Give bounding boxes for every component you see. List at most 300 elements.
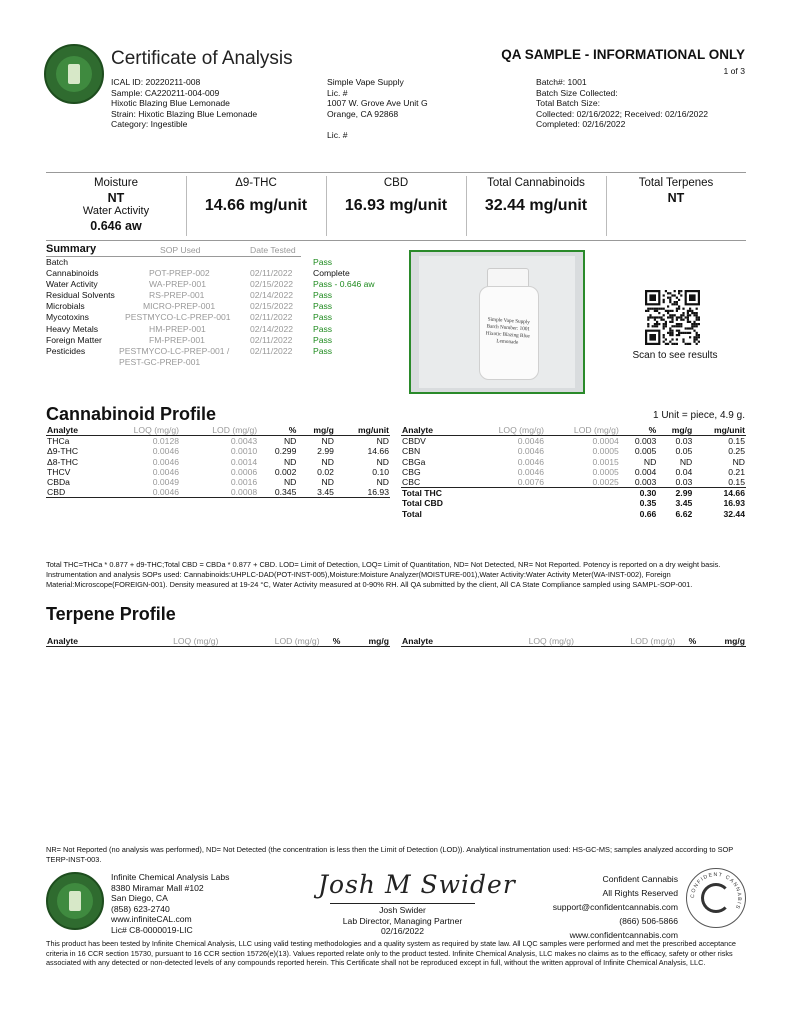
cannabinoid-table-left xyxy=(46,425,390,498)
qr-module xyxy=(660,319,662,321)
qr-module xyxy=(687,327,689,329)
qr-module xyxy=(687,310,689,312)
terpene-table-right xyxy=(401,636,746,647)
summary-date: 02/14/2022 xyxy=(250,323,294,334)
qr-module xyxy=(680,294,682,296)
qr-module xyxy=(671,330,673,332)
summary-result: Pass xyxy=(313,334,333,345)
column-header: Analyte xyxy=(401,425,469,436)
table-cell: 0.0046 xyxy=(517,466,545,477)
terpene-footnote: NR= Not Reported (no analysis was performed), ND= Not Detected (the concentration is less then the Limit of Detection (LOD)). Analytical instrumentation used: HS-GC-MS; samples analyzed according to SOP TERP-INST-003. xyxy=(46,845,734,864)
qr-module xyxy=(654,323,656,325)
qr-module xyxy=(689,310,691,312)
client-line: 1007 W. Grove Ave Unit G xyxy=(327,98,428,108)
qr-module xyxy=(665,290,667,292)
cc-logo-ring-text xyxy=(687,869,745,927)
table-cell: 3.45 xyxy=(675,498,693,509)
qr-module xyxy=(669,321,671,323)
summary-sop: FM-PREP-001 xyxy=(149,334,205,345)
qr-module xyxy=(674,290,676,292)
table-cell: Δ9-THC xyxy=(47,446,79,457)
table-cell: 0.35 xyxy=(639,498,657,509)
summary-row xyxy=(46,335,386,346)
column-header: mg/g xyxy=(297,425,335,436)
qr-module xyxy=(652,325,654,327)
moisture-label: Moisture xyxy=(93,177,139,189)
column-header: mg/unit xyxy=(693,425,746,436)
qr-module xyxy=(656,325,658,327)
water-activity-value: 0.646 aw xyxy=(90,219,142,233)
summary-row xyxy=(46,324,386,335)
qr-module xyxy=(647,310,649,312)
terpene-table-left xyxy=(46,636,390,647)
qr-module xyxy=(649,334,656,341)
cbd-value: 16.93 mg/unit xyxy=(344,197,448,214)
qr-module xyxy=(685,332,687,334)
qr-module xyxy=(693,338,695,340)
table-row xyxy=(46,457,390,467)
qr-module xyxy=(676,343,678,345)
table-row xyxy=(401,436,746,447)
qr-module xyxy=(682,312,684,314)
cc-logo-text: CONFIDENT CANNABIS xyxy=(689,871,743,911)
table-cell: 0.0010 xyxy=(230,446,258,457)
table-row xyxy=(401,457,746,467)
qr-module xyxy=(656,321,658,323)
summary-sop: PESTMYCO-LC-PREP-001 xyxy=(125,312,231,323)
table-cell: ND xyxy=(321,456,334,467)
table-cell: ND xyxy=(321,477,334,488)
qr-code[interactable] xyxy=(645,290,700,345)
qr-module xyxy=(693,330,695,332)
table-cell: 0.25 xyxy=(728,446,745,457)
qr-module xyxy=(667,332,669,334)
qr-module xyxy=(689,343,691,345)
table-cell: 0.0049 xyxy=(152,477,180,488)
column-header: Analyte xyxy=(46,636,117,647)
qr-module xyxy=(671,321,673,323)
table-cell: 0.03 xyxy=(675,477,693,488)
qr-module xyxy=(680,290,682,292)
qr-module xyxy=(669,301,671,303)
qr-module xyxy=(687,316,689,318)
qr-module xyxy=(669,334,671,336)
table-cell: 0.0046 xyxy=(517,436,545,447)
qr-module xyxy=(676,325,678,327)
qr-module xyxy=(698,319,700,321)
qr-module xyxy=(680,316,682,318)
client-line xyxy=(327,119,428,130)
total-row xyxy=(401,509,746,519)
qr-module xyxy=(665,338,667,340)
summary-date: 02/15/2022 xyxy=(250,301,294,312)
table-cell: CBDa xyxy=(47,477,70,488)
table-row xyxy=(401,477,746,488)
table-cell: CBGa xyxy=(402,456,426,467)
table-cell: 0.003 xyxy=(634,477,657,488)
summary-test-name: Microbials xyxy=(46,301,85,312)
table-cell: CBC xyxy=(402,477,421,488)
table-cell xyxy=(469,498,545,508)
table-cell: ND xyxy=(283,477,297,488)
batch-line: Batch Size Collected: xyxy=(536,87,618,98)
qr-module xyxy=(663,299,665,301)
table-cell: 0.0006 xyxy=(230,466,258,477)
column-header: % xyxy=(258,425,297,436)
table-cell: ND xyxy=(376,477,389,488)
disclaimer: This product has been tested by Infinite Chemical Analysis, LLC using valid testing methodologies and a quality system as required by state law. All LQC samples were performed and met the prescribed acceptance criteria in 16 CCR section 15730, pursuant to 16 CCR section 15726(e)(13). Values reported relate only to the product tested. Infinite Chemical Analysis, LLC makes no claims as to the efficacy, safety or other risks associated with any detected or non-detected levels of any compounds reported herein. This Certificate shall not be reproduced except in full, without the written approval of Infinite Chemical Analysis, LLC. xyxy=(46,939,736,968)
qr-module xyxy=(689,321,691,323)
client-line: Simple Vape Supply xyxy=(327,77,404,87)
table-row xyxy=(46,446,390,456)
qr-module xyxy=(696,319,698,321)
table-cell: 16.93 xyxy=(723,498,745,509)
summary-date: 02/11/2022 xyxy=(250,345,293,356)
qr-module xyxy=(693,325,695,327)
qr-module xyxy=(676,301,678,303)
qr-module xyxy=(676,323,678,325)
table-row xyxy=(401,467,746,477)
total-cannabinoids-value: 32.44 mg/unit xyxy=(484,197,588,214)
qr-module xyxy=(665,310,667,312)
qr-module xyxy=(669,297,671,299)
lab-info-line: 8380 Miramar Mall #102 xyxy=(111,882,204,893)
qr-module xyxy=(671,310,673,312)
qr-module xyxy=(696,343,698,345)
total-terpenes-label: Total Terpenes xyxy=(638,177,714,189)
summary-result: Pass - 0.646 aw xyxy=(313,279,375,290)
client-info xyxy=(327,77,428,140)
table-cell: Δ8-THC xyxy=(47,456,79,467)
summary-test-name: Pesticides xyxy=(46,345,86,356)
qr-module xyxy=(674,301,676,303)
qr-module xyxy=(693,321,695,323)
cc-logo xyxy=(686,868,746,928)
qr-module xyxy=(698,341,700,343)
qr-module xyxy=(669,292,671,294)
bottle-label xyxy=(474,316,542,349)
bottle-label-line: Simple Vape Supply xyxy=(487,316,531,326)
qr-module xyxy=(689,332,691,334)
summary-result: Pass xyxy=(313,301,333,312)
table-cell: 0.21 xyxy=(728,466,745,477)
qr-module xyxy=(658,308,660,310)
qr-module xyxy=(698,334,700,336)
qr-module xyxy=(667,316,669,318)
table-cell: 0.15 xyxy=(728,477,745,488)
table-cell: 0.04 xyxy=(675,466,693,477)
qr-module xyxy=(665,323,667,325)
summary-test-name: Residual Solvents xyxy=(46,290,115,301)
summary-row xyxy=(46,257,386,268)
lab-info-line: (858) 623-2740 xyxy=(111,903,170,914)
qr-module xyxy=(647,319,649,321)
qr-module xyxy=(654,310,656,312)
table-row xyxy=(46,487,390,498)
lab-seal-footer xyxy=(46,872,104,930)
qr-module xyxy=(649,308,651,310)
qr-module xyxy=(671,343,673,345)
qr-module xyxy=(689,327,691,329)
summary-row xyxy=(46,346,386,357)
qr-module xyxy=(687,319,689,321)
summary-result: Complete xyxy=(313,268,350,279)
bottle-label-line: Hixotic Blazing Blue Lemonade xyxy=(485,330,530,346)
qr-module xyxy=(654,325,656,327)
page-number: 1 of 3 xyxy=(723,66,745,76)
product-photo xyxy=(409,250,585,394)
divider xyxy=(46,240,746,241)
table-row xyxy=(46,477,390,487)
summary-test-name: Foreign Matter xyxy=(46,334,102,345)
table-cell: 0.299 xyxy=(274,446,297,457)
client-line: Lic. # xyxy=(327,129,348,140)
qr-module xyxy=(665,343,667,345)
table-cell: 0.03 xyxy=(675,436,693,447)
table-cell xyxy=(469,488,545,499)
qr-module xyxy=(676,338,678,340)
summary-test-name: Water Activity xyxy=(46,279,98,290)
cannabinoid-footnote: Total THC=THCa * 0.877 + d9-THC;Total CBD = CBDa * 0.877 + CBD. LOD= Limit of Detection, LOQ= Limit of Quantitation, ND= Not Detected, NR= Not Reported. Potency is reported on a dry weight basis. Instrumentation and analysis SOPs used: Cannabinoids:UHPLC-DAD(POT-INST-005),Moisture:Moisture Analyzer(MOISTURE-001),Water Activity:Water Activity Meter(WA-INST-002), Foreign Material:Microscope(FOREIGN-001). Density measured at 19-24 °C, Water Activity measured at 0-90% RH. All QA submitted by the client, All CA State Compliance sampled using SAMPL-SOP-001. xyxy=(46,560,721,589)
qr-module xyxy=(680,323,682,325)
summary-test-name: Cannabinoids xyxy=(46,268,99,279)
table-cell: THCa xyxy=(47,436,70,447)
table-cell: ND xyxy=(732,456,745,467)
moisture-value: NT xyxy=(107,191,125,205)
sample-info xyxy=(111,77,257,130)
qr-module xyxy=(678,325,680,327)
batch-line: Total Batch Size: xyxy=(536,98,601,108)
qr-module xyxy=(671,316,673,318)
qr-module xyxy=(669,310,671,312)
cc-info-line: (866) 506-5866 xyxy=(619,916,678,926)
column-header: % xyxy=(620,425,658,436)
qr-module xyxy=(693,336,695,338)
table-cell: ND xyxy=(376,456,389,467)
table-cell: 0.0014 xyxy=(230,456,258,467)
qr-module xyxy=(649,316,651,318)
qr-module xyxy=(669,341,671,343)
qr-module xyxy=(667,343,669,345)
column-header: mg/unit xyxy=(335,425,390,436)
table-cell: 14.66 xyxy=(367,446,389,457)
summary-sop: HM-PREP-001 xyxy=(149,323,206,334)
qr-module xyxy=(693,341,695,343)
qr-module xyxy=(645,310,647,312)
signer-line: 02/16/2022 xyxy=(380,926,424,936)
qr-module xyxy=(680,319,682,321)
signer-line: Josh Swider xyxy=(379,905,426,915)
qr-module xyxy=(669,316,671,318)
qr-module xyxy=(682,308,684,310)
total-terpenes-block xyxy=(606,177,746,205)
qr-module xyxy=(685,327,687,329)
qr-module xyxy=(691,325,693,327)
qr-module xyxy=(676,303,678,305)
qr-module xyxy=(647,325,649,327)
qr-module xyxy=(663,308,665,310)
qr-module xyxy=(696,336,698,338)
summary-row xyxy=(46,312,386,323)
qr-module xyxy=(678,316,680,318)
summary-sop: MICRO-PREP-001 xyxy=(143,301,216,312)
table-cell: 0.004 xyxy=(634,466,657,477)
qr-module xyxy=(665,321,667,323)
summary-result: Pass xyxy=(313,290,333,301)
qr-module xyxy=(667,292,669,294)
table-cell: 32.44 xyxy=(723,508,745,519)
table-cell: 0.0008 xyxy=(180,487,258,498)
lab-info xyxy=(111,872,229,935)
qr-module xyxy=(676,334,678,336)
qa-banner: QA SAMPLE - INFORMATIONAL ONLY xyxy=(501,47,745,62)
summary-test-name: Heavy Metals xyxy=(46,323,99,334)
batch-line: Collected: 02/16/2022; Received: 02/16/2022 xyxy=(536,108,709,119)
column-header: mg/g xyxy=(341,636,390,647)
thc-label: Δ9-THC xyxy=(235,177,277,189)
table-row xyxy=(46,436,390,447)
table-cell: ND xyxy=(283,456,297,467)
qr-module xyxy=(696,334,698,336)
qr-module xyxy=(678,292,680,294)
table-cell: 16.93 xyxy=(335,487,390,498)
table-cell: 0.02 xyxy=(317,466,334,477)
summary-row xyxy=(46,290,386,301)
qr-module xyxy=(669,314,671,316)
cbd-label: CBD xyxy=(383,177,409,189)
qr-module xyxy=(691,327,693,329)
qr-module xyxy=(656,310,658,312)
svg-text:CONFIDENT CANNABIS xyxy=(690,872,742,910)
cc-info-line: www.confidentcannabis.com xyxy=(569,930,678,940)
table-cell: 0.0046 xyxy=(517,456,545,467)
qr-module xyxy=(671,338,673,340)
qr-module xyxy=(696,308,698,310)
qr-module xyxy=(678,308,680,310)
water-activity-label: Water Activity xyxy=(82,205,150,217)
qr-module xyxy=(678,332,680,334)
table-cell: 0.0016 xyxy=(230,477,258,488)
qr-module xyxy=(698,336,700,338)
table-cell: 0.0046 xyxy=(152,446,180,457)
qr-module xyxy=(671,314,673,316)
signer-info xyxy=(310,905,495,937)
qr-module xyxy=(669,332,671,334)
summary-result: Pass xyxy=(313,323,333,334)
table-cell: 6.62 xyxy=(675,508,693,519)
qr-module xyxy=(647,308,649,310)
qr-module xyxy=(656,316,658,318)
column-header: % xyxy=(676,636,697,647)
summary-row xyxy=(46,279,386,290)
sample-line: Category: Ingestible xyxy=(111,119,188,129)
qr-module xyxy=(669,330,671,332)
table-cell: THCV xyxy=(47,466,71,477)
table-cell: 0.0046 xyxy=(517,446,545,457)
qr-module xyxy=(678,299,680,301)
qr-module xyxy=(674,314,676,316)
total-cannabinoids-label: Total Cannabinoids xyxy=(487,177,585,189)
qr-module xyxy=(654,316,656,318)
qr-module xyxy=(654,319,656,321)
batch-line: Batch#: 1001 xyxy=(536,77,587,87)
table-cell: 0.0128 xyxy=(152,436,180,447)
qr-module xyxy=(667,312,669,314)
table-cell: 2.99 xyxy=(657,488,693,499)
summary-heading: Summary xyxy=(46,243,97,255)
table-cell: 0.15 xyxy=(728,436,745,447)
table-cell: Total THC xyxy=(401,488,469,499)
qr-module xyxy=(689,294,696,301)
column-header: LOD (mg/g) xyxy=(180,425,258,436)
qr-module xyxy=(676,310,678,312)
moisture-block xyxy=(46,177,186,233)
column-header: LOQ (mg/g) xyxy=(101,425,180,436)
column-header: LOD (mg/g) xyxy=(219,636,320,647)
qr-module xyxy=(696,332,698,334)
bottle-label-line: Batch Number: 1001 xyxy=(486,323,531,333)
qr-module xyxy=(663,301,665,303)
qr-module xyxy=(649,314,651,316)
qr-module xyxy=(678,334,680,336)
table-cell xyxy=(545,509,620,519)
sample-line: Sample: CA220211-004-009 xyxy=(111,87,220,98)
table-cell: 0.0005 xyxy=(592,466,619,477)
qr-module xyxy=(671,319,673,321)
qr-module xyxy=(652,316,654,318)
sop-header: SOP Used xyxy=(160,245,201,255)
qr-module xyxy=(676,316,678,318)
qr-module xyxy=(660,316,662,318)
signature-line xyxy=(330,903,475,904)
summary-sop: PESTMYCO-LC-PREP-001 / xyxy=(119,345,230,356)
qr-module xyxy=(685,343,687,345)
table-cell: CBD xyxy=(46,487,101,498)
qr-module xyxy=(669,327,671,329)
signature: Josh M Swider xyxy=(318,870,516,899)
thc-value: 14.66 mg/unit xyxy=(204,197,308,214)
summary-table xyxy=(46,257,386,367)
table-cell: 0.0046 xyxy=(152,466,180,477)
table-cell xyxy=(469,509,545,519)
table-cell: 0.0015 xyxy=(592,456,619,467)
qr-module xyxy=(654,308,656,310)
qr-module xyxy=(691,310,693,312)
qr-module xyxy=(678,305,680,307)
summary-date: 02/15/2022 xyxy=(250,279,294,290)
table-cell: 14.66 xyxy=(693,488,746,499)
table-cell: 0.66 xyxy=(639,508,657,519)
qr-module xyxy=(671,334,673,336)
qr-module xyxy=(689,336,691,338)
summary-date: 02/11/2022 xyxy=(250,334,293,345)
qr-module xyxy=(663,327,665,329)
qr-module xyxy=(676,297,678,299)
column-header: LOQ (mg/g) xyxy=(472,636,574,647)
qr-module xyxy=(649,294,656,301)
qr-module xyxy=(663,323,665,325)
table-cell: ND xyxy=(321,436,334,447)
table-cell: 0.0046 xyxy=(101,487,180,498)
qr-module xyxy=(663,336,665,338)
cc-info-line: support@confidentcannabis.com xyxy=(552,902,678,912)
qr-module xyxy=(682,332,684,334)
column-header: mg/g xyxy=(697,636,746,647)
qr-module xyxy=(676,330,678,332)
table-cell: 0.345 xyxy=(258,487,297,498)
qr-module xyxy=(647,323,649,325)
qr-module xyxy=(687,343,689,345)
